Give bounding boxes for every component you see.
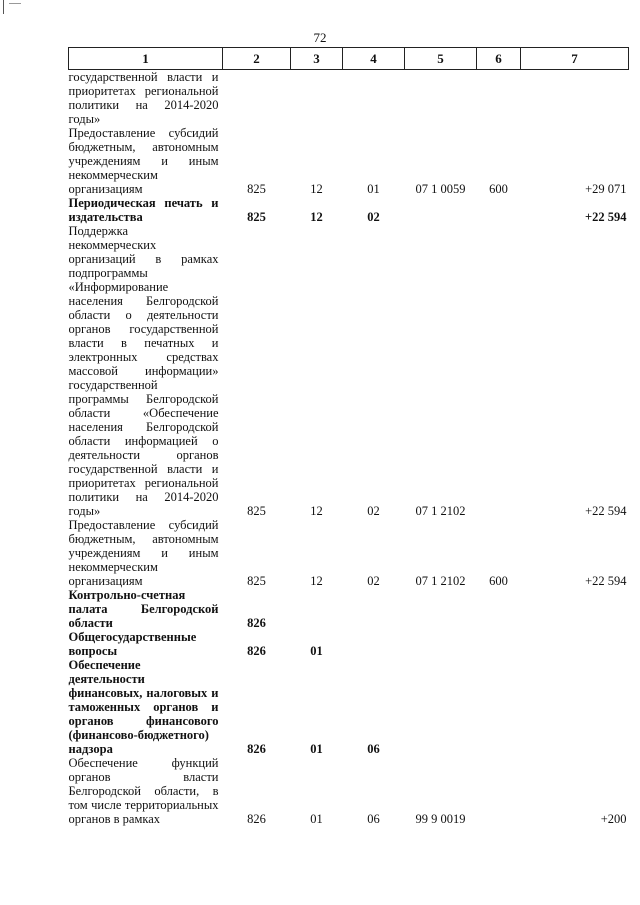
cell-3: 01 xyxy=(310,812,323,826)
cell-7 xyxy=(521,70,629,127)
table-row xyxy=(69,224,629,518)
cell-3: 01 xyxy=(310,742,323,756)
description-line: органов финансового xyxy=(68,714,219,728)
table-row xyxy=(69,588,629,630)
description-line: вопросы xyxy=(68,644,118,658)
description-line: надзора xyxy=(68,742,113,756)
scan-margin-mark xyxy=(3,0,4,14)
description-line: Обеспечение функций xyxy=(68,756,219,770)
cell-3: 12 xyxy=(310,504,323,518)
column-header: 2 xyxy=(223,48,291,70)
cell-6: 600 xyxy=(489,182,508,196)
cell-4 xyxy=(343,588,405,630)
description-line: массовой информации» xyxy=(68,364,219,378)
description-line: бюджетным, автономным xyxy=(68,140,219,154)
cell-6 xyxy=(477,630,521,658)
cell-4 xyxy=(343,630,405,658)
description-line: деятельности xyxy=(68,672,145,686)
cell-7 xyxy=(521,630,629,658)
cell-5 xyxy=(405,588,477,630)
cell-2: 825 xyxy=(247,210,266,224)
cell-5 xyxy=(405,70,477,127)
description-line: учреждениям и иным xyxy=(68,154,219,168)
cell-3: 12 xyxy=(310,210,323,224)
description-line: финансовых, налоговых и xyxy=(68,686,219,700)
table-body xyxy=(69,70,629,827)
cell-5 xyxy=(405,630,477,658)
column-header: 4 xyxy=(343,48,405,70)
table-row xyxy=(69,756,629,826)
table-row xyxy=(69,630,629,658)
table-row xyxy=(69,196,629,224)
description-line: приоритетах региональной xyxy=(68,476,219,490)
cell-4: 06 xyxy=(367,812,380,826)
cell-6 xyxy=(477,658,521,756)
cell-3 xyxy=(291,70,343,127)
description-line: электронных средствах xyxy=(68,350,219,364)
description-line: органов власти xyxy=(68,770,219,784)
cell-4: 02 xyxy=(367,210,380,224)
description-line: государственной власти и xyxy=(68,462,219,476)
row-description xyxy=(69,224,223,518)
description-line: организаций в рамках xyxy=(68,252,219,266)
description-line: годы» xyxy=(68,504,101,518)
table-row xyxy=(69,518,629,588)
budget-table xyxy=(68,47,629,826)
column-header: 1 xyxy=(69,48,223,70)
cell-7: +22 594 xyxy=(585,210,627,224)
table-row xyxy=(69,70,629,127)
cell-5 xyxy=(405,658,477,756)
table-header-row xyxy=(69,48,629,70)
description-line: приоритетах региональной xyxy=(68,84,219,98)
description-line: (финансово-бюджетного) xyxy=(68,728,209,742)
row-description xyxy=(69,518,223,588)
cell-7 xyxy=(521,658,629,756)
description-line: деятельности органов xyxy=(68,448,219,462)
description-line: некоммерческих xyxy=(68,238,157,252)
description-line: Периодическая печать и xyxy=(68,196,219,210)
cell-5: 07 1 2102 xyxy=(415,574,466,588)
description-line: «Информирование xyxy=(68,280,169,294)
description-line: области о деятельности xyxy=(68,308,219,322)
row-description xyxy=(69,126,223,196)
cell-6 xyxy=(477,70,521,127)
cell-3: 12 xyxy=(310,182,323,196)
description-line: политики на 2014-2020 xyxy=(68,98,219,112)
description-line: издательства xyxy=(68,210,143,224)
description-line: Контрольно-счетная xyxy=(68,588,186,602)
description-line: Общегосударственные xyxy=(68,630,197,644)
cell-3: 01 xyxy=(310,644,323,658)
cell-7: +29 071 xyxy=(585,182,627,196)
description-line: бюджетным, автономным xyxy=(68,532,219,546)
cell-2: 826 xyxy=(247,812,266,826)
description-line: организациям xyxy=(68,574,143,588)
description-line: годы» xyxy=(68,112,101,126)
cell-3 xyxy=(291,588,343,630)
description-line: области xyxy=(68,616,113,630)
table-row xyxy=(69,658,629,756)
column-header: 6 xyxy=(477,48,521,70)
row-description xyxy=(69,196,223,224)
cell-7 xyxy=(521,588,629,630)
column-header: 5 xyxy=(405,48,477,70)
description-line: некоммерческим xyxy=(68,560,158,574)
cell-7: +22 594 xyxy=(585,574,627,588)
description-line: населения Белгородской xyxy=(68,420,219,434)
cell-5: 99 9 0019 xyxy=(415,812,466,826)
cell-6 xyxy=(477,756,521,826)
cell-4: 02 xyxy=(367,504,380,518)
description-line: подпрограммы xyxy=(68,266,148,280)
cell-5: 07 1 0059 xyxy=(415,182,466,196)
description-line: учреждениям и иным xyxy=(68,546,219,560)
cell-7: +22 594 xyxy=(585,504,627,518)
cell-2: 826 xyxy=(247,644,266,658)
description-line: органов государственной xyxy=(68,322,219,336)
description-line: политики на 2014-2020 xyxy=(68,490,219,504)
cell-4: 02 xyxy=(367,574,380,588)
description-line: государственной власти и xyxy=(68,70,219,84)
cell-5: 07 1 2102 xyxy=(415,504,466,518)
cell-6 xyxy=(477,224,521,518)
cell-2: 826 xyxy=(247,742,266,756)
cell-2: 825 xyxy=(247,504,266,518)
description-line: Обеспечение xyxy=(68,658,141,672)
cell-4: 06 xyxy=(367,742,380,756)
column-header: 7 xyxy=(521,48,629,70)
description-line: Предоставление субсидий xyxy=(68,518,219,532)
description-line: области «Обеспечение xyxy=(68,406,219,420)
cell-2 xyxy=(223,70,291,127)
cell-3: 12 xyxy=(310,574,323,588)
cell-2: 825 xyxy=(247,182,266,196)
description-line: организациям xyxy=(68,182,143,196)
cell-6 xyxy=(477,196,521,224)
description-line: Предоставление субсидий xyxy=(68,126,219,140)
description-line: программы Белгородской xyxy=(68,392,219,406)
row-description xyxy=(69,630,223,658)
cell-2: 826 xyxy=(247,616,266,630)
description-line: органов в рамках xyxy=(68,812,161,826)
column-header: 3 xyxy=(291,48,343,70)
description-line: таможенных органов и xyxy=(68,700,219,714)
scan-margin-mark xyxy=(9,3,21,4)
row-description xyxy=(69,588,223,630)
row-description xyxy=(69,756,223,826)
cell-6 xyxy=(477,588,521,630)
description-line: палата Белгородской xyxy=(68,602,219,616)
cell-7: +200 xyxy=(600,812,627,826)
description-line: области информацией о xyxy=(68,434,219,448)
cell-5 xyxy=(405,196,477,224)
row-description xyxy=(69,70,223,127)
description-line: власти в печатных и xyxy=(68,336,219,350)
cell-6: 600 xyxy=(489,574,508,588)
cell-4: 01 xyxy=(367,182,380,196)
page-number: 72 xyxy=(313,30,327,45)
cell-2: 825 xyxy=(247,574,266,588)
cell-4 xyxy=(343,70,405,127)
description-line: некоммерческим xyxy=(68,168,158,182)
description-line: том числе территориальных xyxy=(68,798,219,812)
description-line: населения Белгородской xyxy=(68,294,219,308)
row-description xyxy=(69,658,223,756)
description-line: Белгородской области, в xyxy=(68,784,219,798)
description-line: государственной xyxy=(68,378,158,392)
table-row xyxy=(69,126,629,196)
description-line: Поддержка xyxy=(68,224,129,238)
